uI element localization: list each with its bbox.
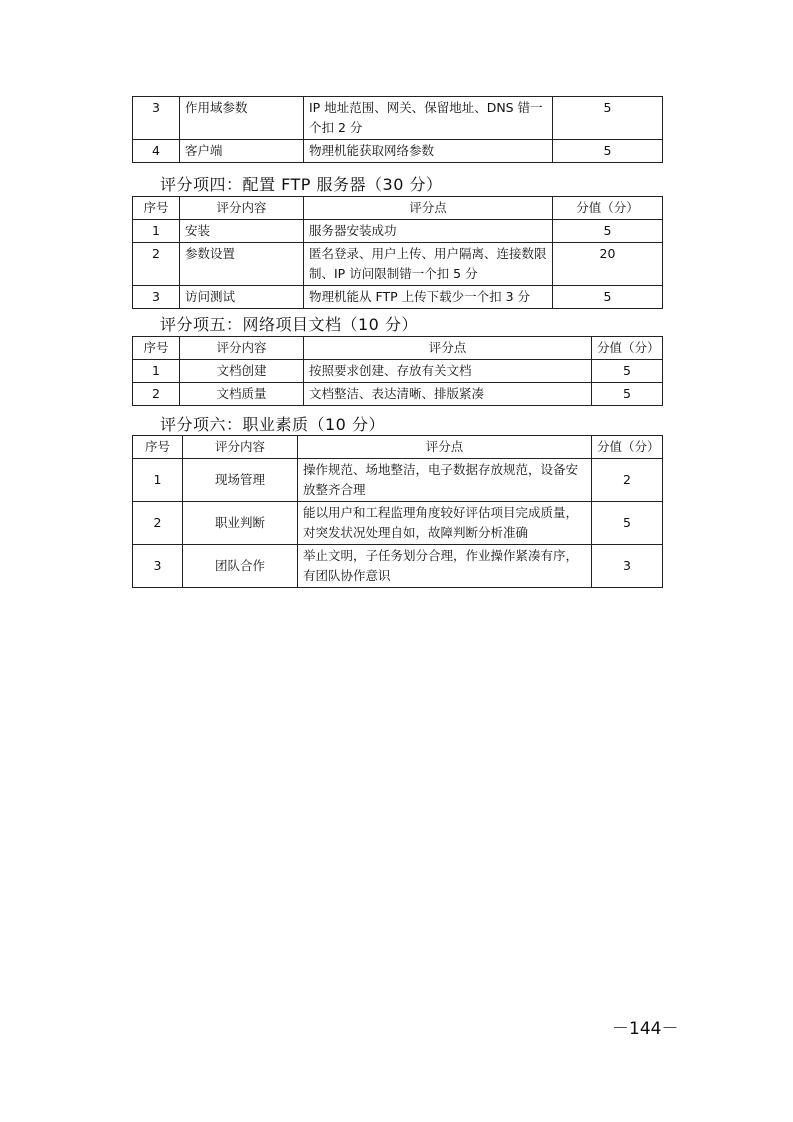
table-row — [133, 97, 663, 140]
row-points: 操作规范、场地整洁，电子数据存放规范，设备安放整齐合理 — [298, 459, 592, 502]
table-row — [133, 459, 663, 502]
table-row — [133, 243, 663, 286]
row-item: 作用域参数 — [180, 97, 304, 140]
row-score: 2 — [592, 459, 663, 502]
row-score: 20 — [553, 243, 663, 286]
row-no: 3 — [133, 97, 180, 140]
row-item: 访问测试 — [180, 286, 304, 309]
section5-title: 评分项五：网络项目文档（10 分） — [160, 315, 418, 334]
row-no: 1 — [133, 220, 180, 243]
row-score: 5 — [553, 140, 663, 163]
header-item: 评分内容 — [180, 337, 304, 360]
table-row — [133, 360, 663, 383]
header-item: 评分内容 — [183, 436, 298, 459]
row-score: 5 — [553, 220, 663, 243]
row-score: 5 — [592, 360, 663, 383]
row-score: 3 — [592, 545, 663, 588]
header-no: 序号 — [133, 197, 180, 220]
row-points: 物理机能从 FTP 上传下载少一个扣 3 分 — [304, 286, 553, 309]
table-documentation — [132, 336, 663, 406]
table-row — [133, 220, 663, 243]
row-item: 现场管理 — [183, 459, 298, 502]
row-no: 4 — [133, 140, 180, 163]
row-no: 2 — [133, 502, 183, 545]
row-no: 1 — [133, 360, 180, 383]
row-no: 1 — [133, 459, 183, 502]
table-row — [133, 286, 663, 309]
table-header — [133, 337, 663, 360]
row-no: 3 — [133, 286, 180, 309]
header-score: 分值（分） — [592, 337, 663, 360]
header-points: 评分点 — [298, 436, 592, 459]
header-points: 评分点 — [304, 197, 553, 220]
table-row — [133, 502, 663, 545]
row-score: 5 — [553, 286, 663, 309]
row-points: IP 地址范围、网关、保留地址、DNS 错一个扣 2 分 — [304, 97, 553, 140]
row-points: 服务器安装成功 — [304, 220, 553, 243]
table-row — [133, 545, 663, 588]
row-item: 文档质量 — [180, 383, 304, 406]
page-number: －144－ — [612, 1019, 679, 1039]
row-score: 5 — [553, 97, 663, 140]
header-no: 序号 — [133, 337, 180, 360]
row-item: 文档创建 — [180, 360, 304, 383]
row-item: 客户端 — [180, 140, 304, 163]
table-ftp — [132, 196, 663, 309]
header-no: 序号 — [133, 436, 183, 459]
row-points: 物理机能获取网络参数 — [304, 140, 553, 163]
row-points: 举止文明，子任务划分合理，作业操作紧凑有序，有团队协作意识 — [298, 545, 592, 588]
header-points: 评分点 — [304, 337, 592, 360]
section6-title: 评分项六：职业素质（10 分） — [160, 415, 385, 434]
row-points: 按照要求创建、存放有关文档 — [304, 360, 592, 383]
row-points: 匿名登录、用户上传、用户隔离、连接数限制、IP 访问限制错一个扣 5 分 — [304, 243, 553, 286]
row-no: 3 — [133, 545, 183, 588]
table-header — [133, 436, 663, 459]
table-dhcp-continued — [132, 96, 663, 163]
section4-title: 评分项四：配置 FTP 服务器（30 分） — [160, 175, 443, 194]
header-score: 分值（分） — [553, 197, 663, 220]
table-header — [133, 197, 663, 220]
row-score: 5 — [592, 502, 663, 545]
row-no: 2 — [133, 383, 180, 406]
row-item: 职业判断 — [183, 502, 298, 545]
header-item: 评分内容 — [180, 197, 304, 220]
row-item: 安装 — [180, 220, 304, 243]
row-item: 团队合作 — [183, 545, 298, 588]
table-row — [133, 383, 663, 406]
row-item: 参数设置 — [180, 243, 304, 286]
table-professionalism — [132, 435, 663, 588]
row-no: 2 — [133, 243, 180, 286]
row-score: 5 — [592, 383, 663, 406]
table-row — [133, 140, 663, 163]
header-score: 分值（分） — [592, 436, 663, 459]
row-points: 能以用户和工程监理角度较好评估项目完成质量，对突发状况处理自如，故障判断分析准确 — [298, 502, 592, 545]
row-points: 文档整洁、表达清晰、排版紧凑 — [304, 383, 592, 406]
